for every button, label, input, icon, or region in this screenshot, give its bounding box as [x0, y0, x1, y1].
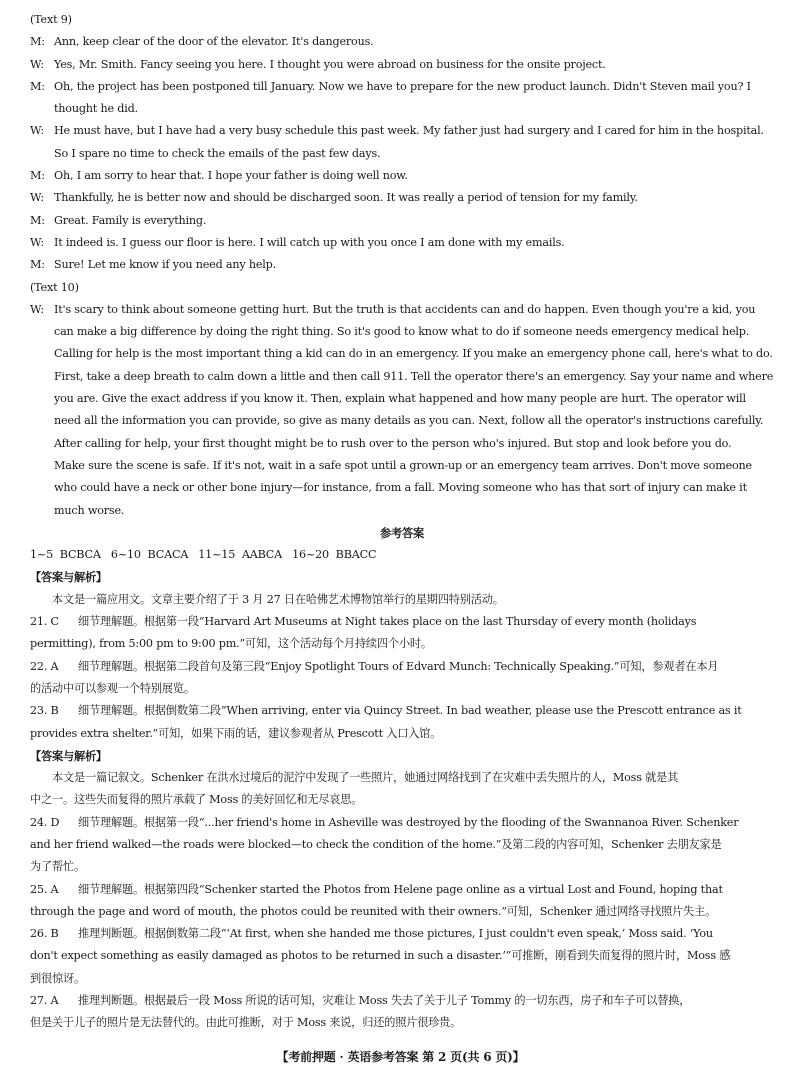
speaker: [30, 143, 54, 165]
page-footer: 【考前押题 · 英语参考答案 第 2 页(共 6 页)】: [276, 1050, 525, 1064]
dialogue-text: He must have, but I have had a very busy schedule this past week. My father just had surgery and I cared for him in the hospital.: [54, 124, 764, 138]
answer-text: 推理判断题。根据最后一段 Moss 所说的话可知，灾难让 Moss 失去了关于儿子 Tommy 的一切东西，房子和车子可以替换，: [78, 994, 691, 1008]
speaker: [30, 98, 54, 120]
answer-item: [30, 923, 774, 945]
speaker: W:: [30, 302, 44, 316]
answer-text: 的活动中可以参观一个特别展览。: [30, 681, 195, 695]
monologue-text: It's scary to think about someone getting hurt. But the truth is that accidents can and do happen. Even though you're a kid, you: [54, 302, 756, 316]
text10-title: (Text 10): [30, 280, 79, 294]
dialogue-line: [30, 187, 774, 209]
answer-text: 到很惊讶。: [30, 971, 85, 985]
speaker: W:: [30, 235, 44, 249]
answer-text: and her friend walked—the roads were blocked—to check the condition of the home.”及第二段的内容可知，Schenker 去朋友家是: [30, 837, 722, 851]
monologue-line: [30, 299, 774, 321]
answer-item: [30, 656, 774, 678]
dialogue-text: Thankfully, he is better now and should be discharged soon. It was really a period of tension for my family.: [54, 191, 638, 205]
answers-heading: 参考答案: [380, 525, 424, 540]
speaker: M:: [30, 169, 45, 183]
speaker: M:: [30, 213, 45, 227]
dialogue-text: Great. Family is everything.: [54, 213, 207, 227]
answer-number: 21. C: [30, 615, 59, 629]
answer-item: [30, 700, 774, 722]
dialogue-line: [30, 54, 774, 76]
answer-number: 26. B: [30, 927, 59, 941]
answer-text: 细节理解题。根据第二段首句及第三段“Enjoy Spotlight Tours of Edvard Munch: Technically Speaking.”可知，参观者在本月: [78, 659, 719, 673]
monologue-line: can make a big difference by doing the right thing. So it's good to know what to do if someone needs emergency medical help.: [54, 325, 750, 339]
dialogue-line: [30, 165, 774, 187]
answer-text: 细节理解题。根据第一段“...her friend's home in Asheville was destroyed by the flooding of the Swannanoa River. Schenker: [78, 815, 739, 829]
monologue-line: you are. Give the exact address if you know it. Then, explain what happened and how many people are hurt. The operator will: [54, 392, 746, 406]
answer-text: 细节理解题。根据第四段“Schenker started the Photos from Helene page online as a virtual Lost and Found, hoping that: [78, 882, 723, 896]
answer-text: 细节理解题。根据第一段“Harvard Art Museums at Night takes place on the last Thursday of every month (holidays: [78, 615, 697, 629]
section-intro: 本文是一篇记叙文。Schenker 在洪水过境后的泥泞中发现了一些照片，她通过网络找到了在灾难中丢失照片的人，Moss 就是其: [52, 771, 679, 785]
dialogue-text: It indeed is. I guess our floor is here. I will catch up with you once I am done with my emails.: [54, 235, 565, 249]
monologue-line: much worse.: [54, 503, 125, 517]
answer-number: 25. A: [30, 882, 59, 896]
answer-number: 22. A: [30, 659, 59, 673]
speaker: W:: [30, 191, 44, 205]
dialogue-text: Sure! Let me know if you need any help.: [54, 258, 276, 272]
monologue-line: who could have a neck or other bone injury—for instance, from a fall. Moving someone who has that sort of injury can make it: [54, 481, 747, 495]
answer-number: 23. B: [30, 704, 59, 718]
answer-text: through the page and word of mouth, the photos could be reunited with their owners.”可知，Schenker 通过网络寻找照片失主。: [30, 904, 717, 918]
dialogue-line: [30, 120, 774, 142]
monologue-line: Make sure the scene is safe. If it's not, wait in a safe spot until a grown-up or an emergency team arrives. Don't move someone: [54, 458, 752, 472]
speaker: M:: [30, 35, 45, 49]
dialogue-line: [30, 98, 774, 120]
answer-text: 但是关于儿子的照片是无法替代的。由此可推断，对于 Moss 来说，归还的照片很珍贵。: [30, 1016, 462, 1030]
document-page: [30, 9, 774, 1035]
section-intro: 本文是一篇应用文。文章主要介绍了于 3 月 27 日在哈佛艺术博物馆举行的星期四特别活动。: [52, 592, 504, 606]
dialogue-line: [30, 232, 774, 254]
answer-item: [30, 611, 774, 633]
dialogue-line: [30, 210, 774, 232]
dialogue-text: So I spare no time to check the emails of the past few days.: [54, 146, 381, 160]
dialogue-text: Oh, I am sorry to hear that. I hope your father is doing well now.: [54, 169, 408, 183]
answer-item: [30, 812, 774, 834]
speaker: M:: [30, 79, 45, 93]
monologue-line: Calling for help is the most important thing a kid can do in an emergency. If you make an emergency phone call, here's what to do.: [54, 347, 773, 361]
dialogue-text: Ann, keep clear of the door of the elevator. It's dangerous.: [54, 35, 374, 49]
dialogue-line: [30, 31, 774, 53]
answer-key: 1~5 BCBCA 6~10 BCACA 11~15 AABCA 16~20 BBACC: [30, 548, 377, 562]
speaker: M:: [30, 258, 45, 272]
answer-item: [30, 990, 774, 1012]
answer-text: 细节理解题。根据倒数第二段“When arriving, enter via Quincy Street. In bad weather, please use the Prescott entrance as it: [78, 704, 742, 718]
answer-number: 24. D: [30, 815, 60, 829]
section-label: 【答案与解析】: [30, 570, 107, 585]
answer-text: provides extra shelter.”可知，如果下雨的话，建议参观者从 Prescott 入口入馆。: [30, 726, 442, 740]
answer-text: 为了帮忙。: [30, 860, 85, 874]
dialogue-text: thought he did.: [54, 102, 138, 116]
monologue-line: need all the information you can provide, so give as many details as you can. Next, follow all the operator's instructions carefully.: [54, 414, 764, 428]
section-label: 【答案与解析】: [30, 748, 107, 763]
monologue-line: First, take a deep breath to calm down a little and then call 911. Tell the operator there's an emergency. Say your name and where: [54, 369, 774, 383]
dialogue-line: [30, 76, 774, 98]
dialogue-text: Yes, Mr. Smith. Fancy seeing you here. I thought you were abroad on business for the onsite project.: [54, 57, 606, 71]
answer-text: 推理判断题。根据倒数第二段“‘At first, when she handed me those pictures, I just couldn't even speak,’ Moss said. ‘You: [78, 927, 713, 941]
section-intro: 中之一。这些失而复得的照片承载了 Moss 的美好回忆和无尽哀思。: [30, 793, 363, 807]
dialogue-line: [30, 254, 774, 276]
speaker: W:: [30, 124, 44, 138]
speaker: W:: [30, 57, 44, 71]
answer-number: 27. A: [30, 994, 59, 1008]
dialogue-text: Oh, the project has been postponed till January. Now we have to prepare for the new product launch. Didn't Steven mail you? I: [54, 79, 751, 93]
answer-item: [30, 879, 774, 901]
monologue-line: After calling for help, your first thought might be to rush over to the person who's injured. But stop and look before you do.: [54, 436, 732, 450]
text9-title: (Text 9): [30, 13, 72, 26]
answer-text: permitting), from 5:00 pm to 9:00 pm.”可知，这个活动每个月持续四个小时。: [30, 637, 432, 651]
answer-text: don't expect something as easily damaged as photos to be returned in such a disaster.’”可推断，刚看到失而复得的照片时，Moss 感: [30, 949, 731, 963]
dialogue-line: [30, 143, 774, 165]
